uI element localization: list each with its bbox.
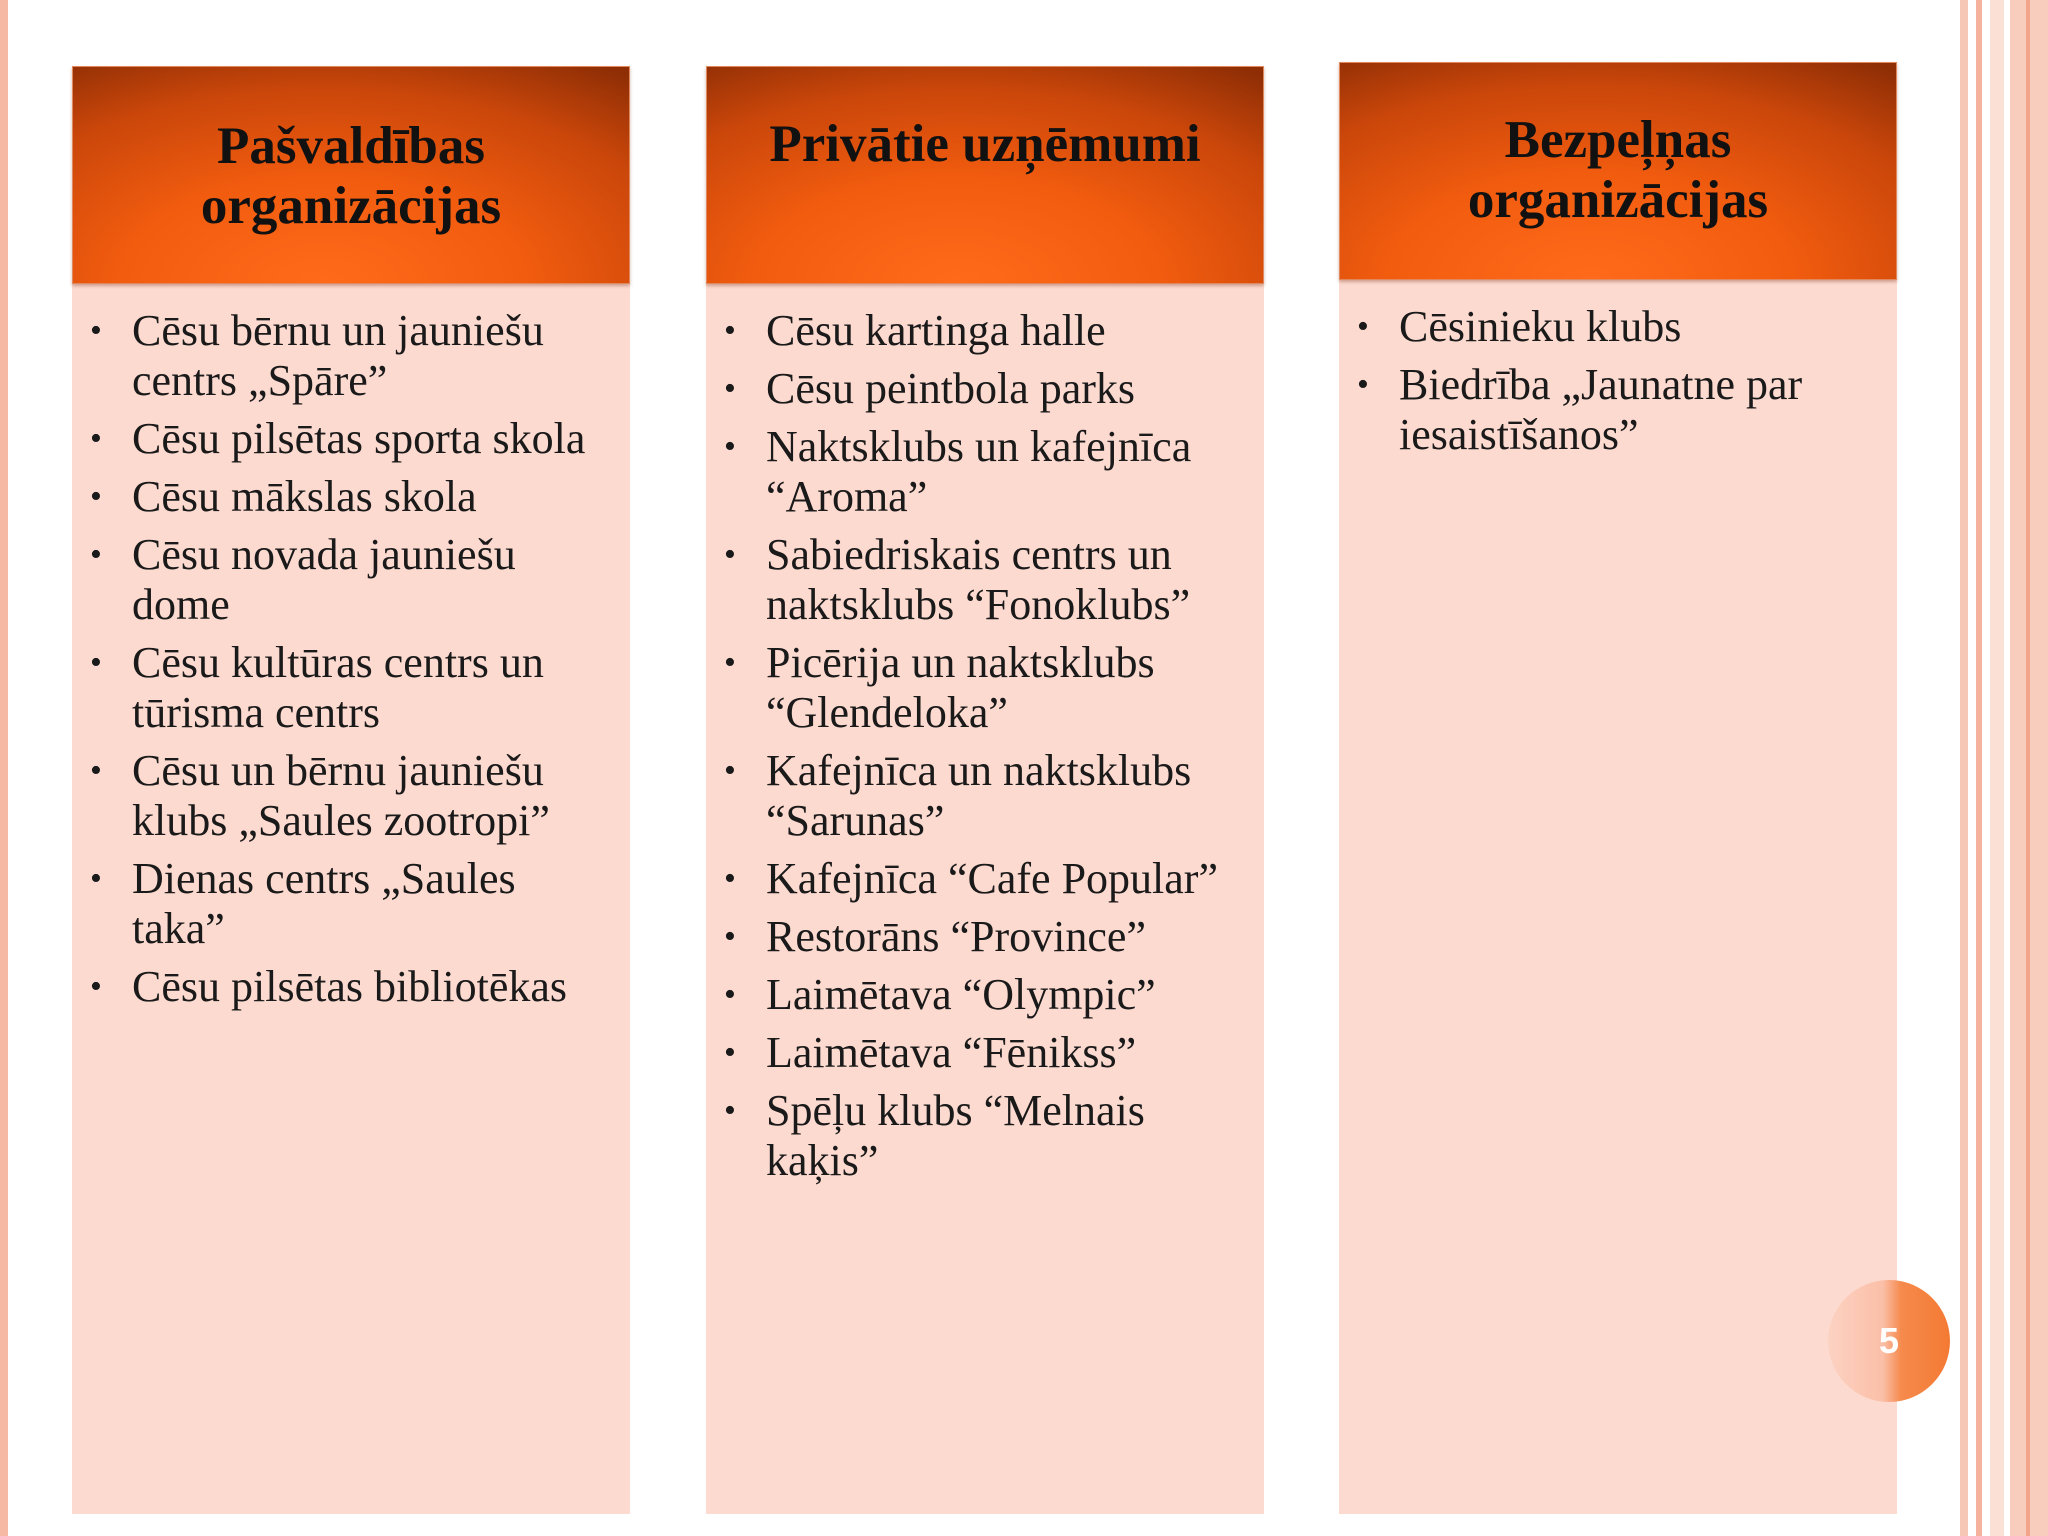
list-item: • Laimētava “Fēnikss” (724, 1028, 1137, 1077)
list-item: • Dienas centrs „Saules taka” (90, 854, 516, 953)
column-header (706, 66, 1264, 284)
list-item: • Cēsu pilsētas bibliotēkas (90, 962, 568, 1011)
bullet-icon: • (90, 478, 102, 515)
bullet-icon: • (90, 420, 102, 457)
bullet-icon: • (1357, 366, 1369, 403)
list-item: • Sabiedriskais centrs un naktsklubs “Fonoklubs” (724, 530, 1191, 629)
list-item: • Cēsu peintbola parks (724, 364, 1136, 413)
list-item: • Cēsu un bērnu jauniešu klubs „Saules zootropi” (90, 746, 550, 845)
column-header (1339, 62, 1897, 280)
bullet-icon: • (724, 536, 736, 573)
list-item: • Kafejnīca “Cafe Popular” (724, 854, 1218, 903)
column-title: Bezpeļņas organizācijas (1467, 111, 1769, 229)
column-header (72, 66, 630, 284)
bullet-icon: • (724, 428, 736, 465)
list-item: • Biedrība „Jaunatne par iesaistīšanos” (1357, 360, 1803, 459)
bullet-icon: • (724, 752, 736, 789)
item-list (706, 284, 1264, 1186)
bullet-icon: • (724, 312, 736, 349)
column-title: Privātie uzņēmumi (769, 115, 1201, 173)
item-list (72, 284, 630, 1012)
list-item: • Restorāns “Province” (724, 912, 1146, 961)
list-item: • Naktsklubs un kafejnīca “Aroma” (724, 422, 1192, 521)
bullet-icon: • (1357, 308, 1369, 345)
list-item: • Picērija un naktsklubs “Glendeloka” (724, 638, 1155, 737)
column-nonprofit (1339, 62, 1900, 1514)
bullet-icon: • (90, 752, 102, 789)
list-item: • Cēsu bērnu un jauniešu centrs „Spāre” (90, 306, 544, 405)
list-item: • Cēsu kultūras centrs un tūrisma centrs (90, 638, 544, 737)
bullet-icon: • (90, 968, 102, 1005)
page-number: 5 (1878, 1320, 1900, 1361)
decor-stripe (1960, 0, 1968, 1536)
bullet-icon: • (724, 860, 736, 897)
decor-stripe (2026, 0, 2030, 1536)
bullet-icon: • (724, 918, 736, 955)
page-number-badge (1828, 1280, 1950, 1402)
decor-stripe (1976, 0, 1982, 1536)
list-item: • Cēsu kartinga halle (724, 306, 1106, 355)
list-item: • Kafejnīca un naktsklubs “Sarunas” (724, 746, 1192, 845)
bullet-icon: • (724, 644, 736, 681)
list-item: • Cēsu pilsētas sporta skola (90, 414, 586, 463)
bullet-icon: • (724, 1092, 736, 1129)
column-title: Pašvaldības organizācijas (200, 117, 502, 235)
bullet-icon: • (90, 860, 102, 897)
list-item: • Spēļu klubs “Melnais kaķis” (724, 1086, 1145, 1185)
list-item: • Laimētava “Olympic” (724, 970, 1156, 1019)
decor-stripe (1990, 0, 2004, 1536)
list-item: • Cēsinieku klubs (1357, 302, 1682, 351)
column-municipal (72, 66, 630, 1514)
column-private (706, 66, 1264, 1514)
bullet-icon: • (724, 1034, 736, 1071)
left-edge-stripe (0, 0, 8, 1536)
bullet-icon: • (90, 644, 102, 681)
bullet-icon: • (90, 312, 102, 349)
item-list (1339, 280, 1897, 460)
bullet-icon: • (724, 976, 736, 1013)
bullet-icon: • (90, 536, 102, 573)
list-item: • Cēsu mākslas skola (90, 472, 477, 521)
list-item: • Cēsu novada jauniešu dome (90, 530, 516, 629)
bullet-icon: • (724, 370, 736, 407)
